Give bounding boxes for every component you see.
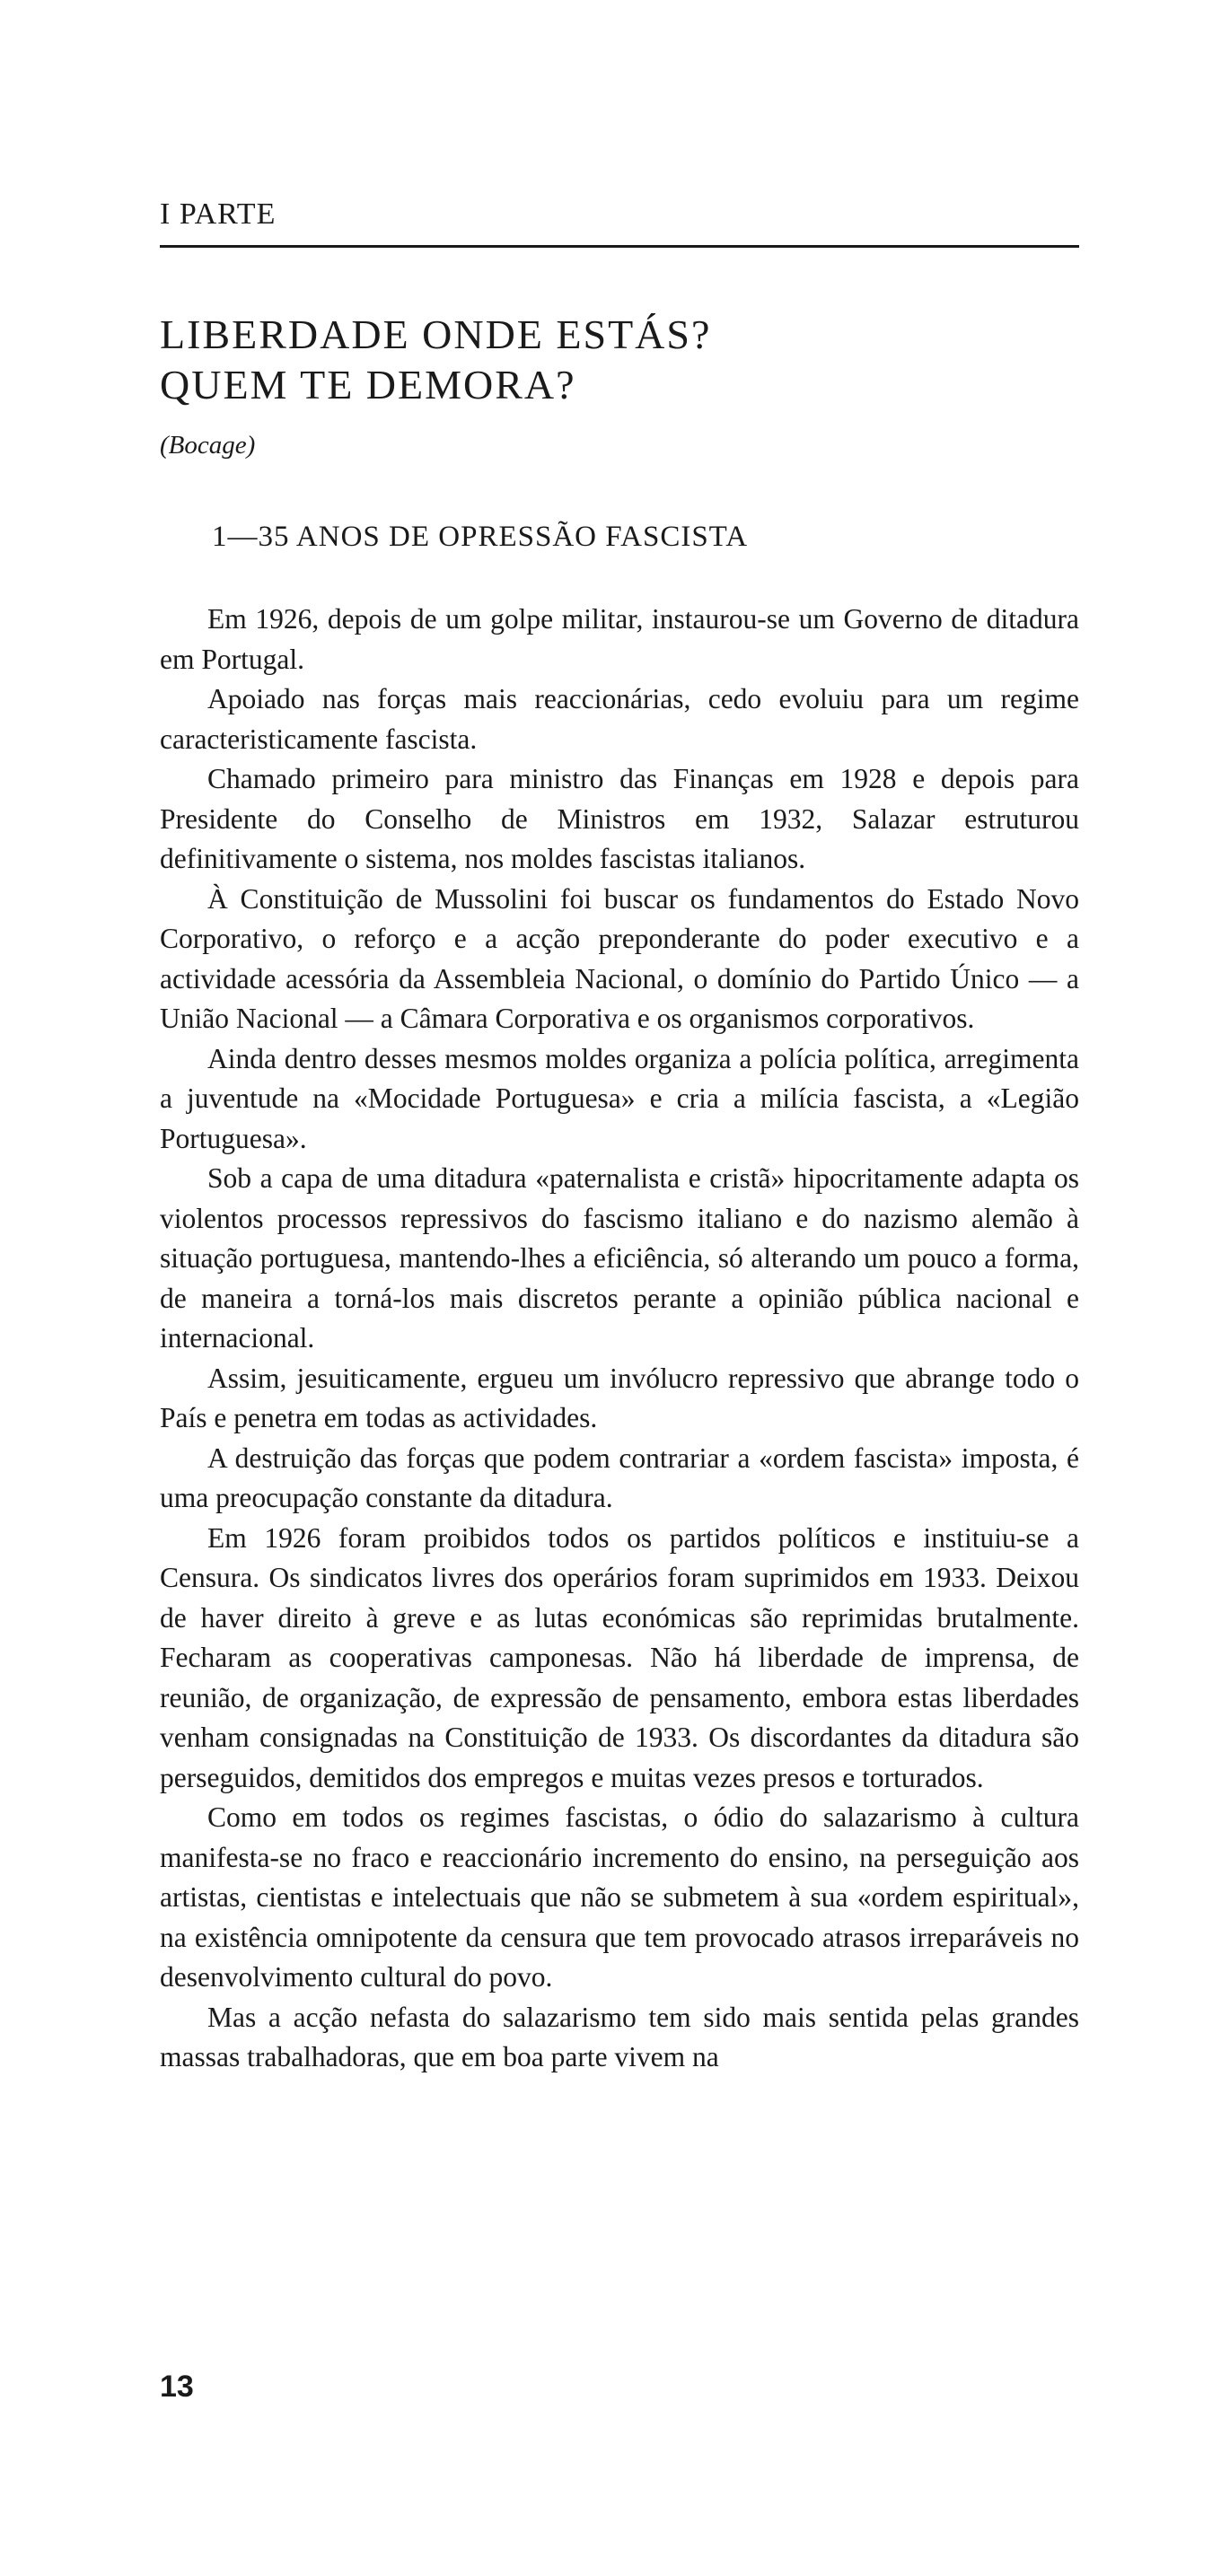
paragraph: Assim, jesuiticamente, ergueu um invólucro repressivo que abrange todo o País e penetra em todas as actividades.: [160, 1362, 1079, 1433]
section-heading: 1—35 ANOS DE OPRESSÃO FASCISTA: [212, 521, 749, 553]
chapter-title: [160, 310, 711, 410]
epigraph-attribution: (Bocage): [160, 431, 256, 460]
paragraph: Chamado primeiro para ministro das Finanças em 1928 e depois para Presidente do Conselho de Ministros em 1932, Salazar estruturou definitivamente o sistema, nos moldes fascistas italianos.: [160, 763, 1079, 874]
body-text: [160, 600, 1079, 2078]
paragraph: Mas a acção nefasta do salazarismo tem sido mais sentida pelas grandes massas trabalhadoras, que em boa parte vivem na: [160, 2001, 1079, 2072]
part-label: I PARTE: [160, 197, 277, 231]
paragraph: Ainda dentro desses mesmos moldes organiza a polícia política, arregimenta a juventude na «Mocidade Portuguesa» e cria a milícia fascista, a «Legião Portuguesa».: [160, 1042, 1079, 1154]
title-line-1: LIBERDADE ONDE ESTÁS?: [160, 311, 712, 357]
paragraph: Sob a capa de uma ditadura «paternalista e cristã» hipocritamente adapta os violentos processos repressivos do fascismo italiano e do nazismo alemão à situação portuguesa, mantendo-lhes a eficiência, só alterando um pouco a forma, de maneira a torná-los mais discretos perante a opinião pública nacional e internacional.: [160, 1162, 1079, 1354]
paragraph: A destruição das forças que podem contrariar a «ordem fascista» imposta, é uma preocupação constante da ditadura.: [160, 1441, 1079, 1513]
paragraph: Em 1926, depois de um golpe militar, instaurou-se um Governo de ditadura em Portugal.: [160, 603, 1079, 675]
page-number: 13: [160, 2370, 194, 2404]
paragraph: À Constituição de Mussolini foi buscar os fundamentos do Estado Novo Corporativo, o reforço e a acção preponderante do poder executivo e a actividade acessória da Assembleia Nacional, o domínio do Partido Único — a União Nacional — a Câmara Corporativa e os organismos corporativos.: [160, 882, 1079, 1034]
title-line-2: QUEM TE DEMORA?: [160, 362, 576, 407]
paragraph: Como em todos os regimes fascistas, o ódio do salazarismo à cultura manifesta-se no fraco e reaccionário incremento do ensino, na perseguição aos artistas, cientistas e intelectuais que não se submetem à sua «ordem espiritual», na existência omnipotente da censura que tem provocado atrasos irreparáveis no desenvolvimento cultural do povo.: [160, 1801, 1079, 1993]
paragraph: Em 1926 foram proibidos todos os partidos políticos e instituiu-se a Censura. Os sindicatos livres dos operários foram suprimidos em 1933. Deixou de haver direito à greve e as lutas económicas são reprimidas brutalmente. Fecharam as cooperativas camponesas. Não há liberdade de imprensa, de reunião, de organização, de expressão de pensamento, embora estas liberdades venham consignadas na Constituição de 1933. Os discordantes da ditadura são perseguidos, demitidos dos empregos e muitas vezes presos e torturados.: [160, 1521, 1079, 1793]
paragraph: Apoiado nas forças mais reaccionárias, cedo evoluiu para um regime caracteristicamente fascista.: [160, 683, 1079, 755]
header-rule: [160, 245, 1079, 248]
